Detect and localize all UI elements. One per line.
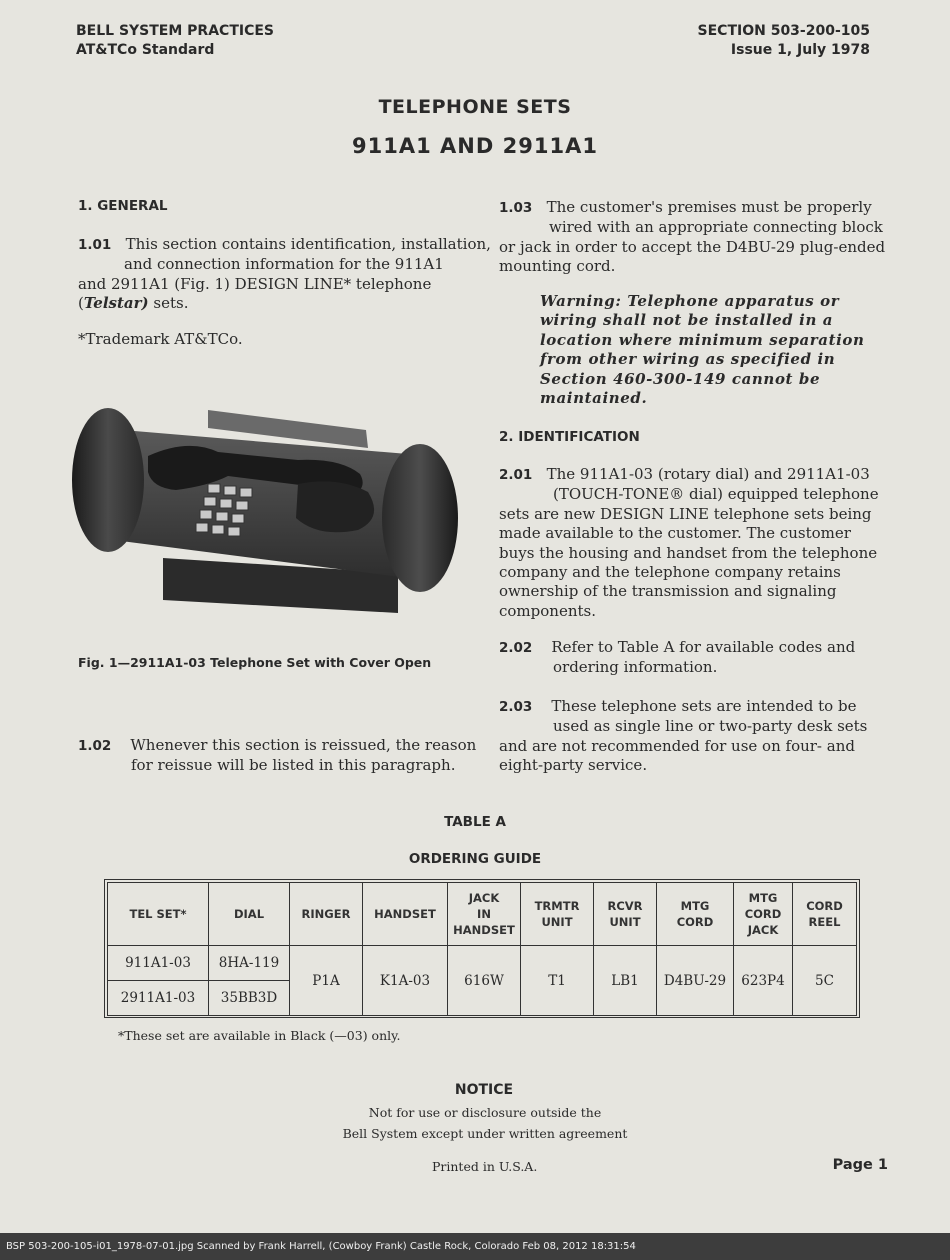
paragraph-number: 1.02 [78,738,112,754]
table-header-row [108,883,857,946]
col-ringer: RINGER [290,883,363,946]
right-cylinder [382,444,458,592]
publication-name: BELL SYSTEM PRACTICES [76,23,275,39]
printed-label: Printed in U.S.A. [432,1159,538,1174]
paragraph-2-02 [499,638,885,678]
warning-block [540,292,884,408]
notice-heading: NOTICE [454,1082,514,1098]
header-line: RCVR [607,899,643,913]
cell-rcvr: LB1 [594,946,657,1016]
col-jack-in-handset [448,883,521,946]
paragraph-line: for reissue will be listed in this paragraph. [131,756,456,775]
col-tel-set: TEL SET* [108,883,209,946]
header-line: JACK [747,923,779,937]
paragraph-line: The customer's premises must be properly [546,198,872,216]
header-line: TRMTR [534,899,580,913]
ordering-guide-table [107,882,857,1016]
col-mtg-cord-jack [734,883,793,946]
paragraph-line: eight-party service. [499,756,648,775]
col-handset: HANDSET [363,883,448,946]
table-row [108,946,857,981]
section-number: SECTION 503-200-105 [697,23,870,39]
paragraph-line: ownership of the transmission and signaling [499,582,837,601]
page-number: Page 1 [832,1157,888,1173]
header-line: MTG [680,899,710,913]
paragraph-number: 2.02 [499,640,533,656]
standard-label: AT&TCo Standard [76,42,215,58]
paragraph-line: made available to the customer. The customer [499,524,851,543]
issue-date: Issue 1, July 1978 [730,42,870,58]
cell-ringer: P1A [290,946,363,1016]
paragraph-line: and connection information for the 911A1 [124,255,444,274]
warning-line: location where minimum separation [540,330,865,349]
paragraph-line: Refer to Table A for available codes and [551,638,856,656]
header-line: MTG [748,891,778,905]
section-1-heading: 1. GENERAL [78,198,168,214]
notice-line: Bell System except under written agreement [342,1126,628,1141]
header-line: UNIT [541,915,573,929]
paragraph-line: (TOUCH-TONE® dial) equipped telephone [553,485,879,504]
paragraph-line: and 2911A1 (Fig. 1) DESIGN LINE* telephone [78,274,432,293]
header-line: IN [477,907,491,921]
cell-cord-reel: 5C [793,946,857,1016]
cell-tel-set: 911A1-03 [108,946,209,981]
header-line: CORD [676,915,714,929]
cell-dial: 8HA-119 [209,946,290,981]
paragraph-line: components. [499,601,596,620]
paragraph-line: This section contains identification, installation, [125,235,491,253]
scan-footer-bar: BSP 503-200-105-i01_1978-07-01.jpg Scanned by Frank Harrell, (Cowboy Frank) Castle Rock, Colorado Feb 08, 2012 18:31:54 [0,1233,950,1260]
paragraph-number: 2.03 [499,699,533,715]
header-line: UNIT [609,915,641,929]
header-line: CORD [744,907,782,921]
paragraph-line: These telephone sets are intended to be [551,697,857,715]
telephone-photo [68,368,470,630]
col-rcvr-unit [594,883,657,946]
warning-line: maintained. [540,389,648,408]
document-subtitle: 911A1 AND 2911A1 [352,134,598,158]
col-dial: DIAL [209,883,290,946]
figure-caption: Fig. 1—2911A1-03 Telephone Set with Cover Open [78,655,432,670]
paragraph-number: 1.01 [78,237,112,253]
trademark-note: *Trademark AT&TCo. [78,330,243,348]
paragraph-line: buys the housing and handset from the telephone [499,543,878,562]
header-right [698,22,870,60]
paragraph-2-03 [499,697,885,776]
cell-mtg-cord: D4BU-29 [657,946,734,1016]
cell-trmtr: T1 [521,946,594,1016]
notice-text [0,1102,950,1144]
table-caption: ORDERING GUIDE [408,851,542,867]
paragraph-2-01 [499,465,885,621]
warning-line: from other wiring as specified in [540,350,836,369]
cell-jack: 616W [448,946,521,1016]
cell-dial: 35BB3D [209,981,290,1016]
col-trmtr-unit [521,883,594,946]
paragraph-1-01 [78,235,491,314]
paragraph-line: ordering information. [553,658,718,677]
paragraph-line: company and the telephone company retains [499,563,841,582]
cell-mtg-jack: 623P4 [734,946,793,1016]
cell-handset: K1A-03 [363,946,448,1016]
header-line: HANDSET [453,923,515,937]
header-line: JACK [468,891,500,905]
header-line: CORD [806,899,843,913]
paragraph-line: sets are new DESIGN LINE telephone sets being [499,504,872,523]
header-left [76,22,274,60]
paragraph-1-02 [78,736,477,776]
col-cord-reel [793,883,857,946]
header-line: REEL [808,915,841,929]
paragraph-number: 1.03 [499,200,533,216]
paragraph-line: or jack in order to accept the D4BU-29 plug-ended [499,237,886,256]
section-2-heading: 2. IDENTIFICATION [499,429,640,445]
paragraph-line: used as single line or two-party desk sets [553,717,868,736]
notice-line: Not for use or disclosure outside the [368,1105,602,1120]
paragraph-line: Whenever this section is reissued, the reason [130,736,477,754]
warning-line: Section 460-300-149 cannot be [540,369,821,388]
warning-line: Warning: Telephone apparatus or [540,292,840,310]
paragraph-line: and are not recommended for use on four- and [499,736,855,755]
left-cylinder [72,408,144,552]
paragraph-line: wired with an appropriate connecting block [549,218,883,237]
document-title: TELEPHONE SETS [378,96,572,118]
paragraph-1-03 [499,198,885,277]
cell-tel-set: 2911A1-03 [108,981,209,1016]
paragraph-number: 2.01 [499,467,533,483]
paragraph-line-end: sets. [148,294,189,313]
warning-line: wiring shall not be installed in a [540,311,834,330]
paragraph-line: The 911A1-03 (rotary dial) and 2911A1-03 [546,465,870,483]
col-mtg-cord [657,883,734,946]
table-label: TABLE A [444,814,506,830]
paragraph-line: mounting cord. [499,257,616,276]
table-footnote: *These set are available in Black (—03) only. [118,1028,401,1043]
paren-open: ( [78,294,84,313]
telstar-italic: Telstar) [83,294,149,313]
